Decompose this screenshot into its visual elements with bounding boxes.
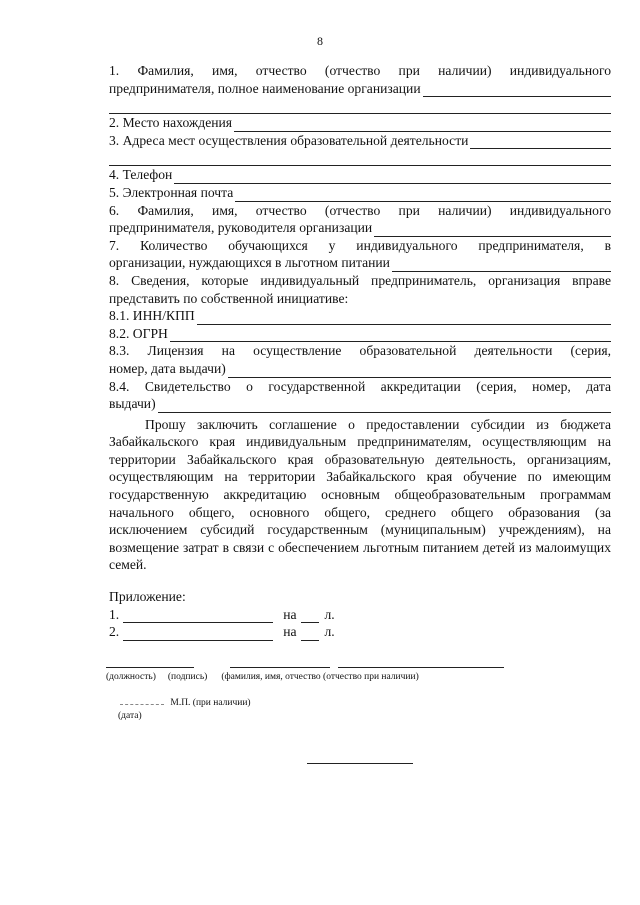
request-paragraph: Прошу заключить соглашение о предоставлении субсидии из бюджета Забайкальского края индивидуальным предпринимателям, осуществляющим на территории Забайкальского края образовательную деятельность, организациям, осуществляющим на территории Забайкальского края обучение по имеющим государственную аккредитацию основным общеобразовательным программам начального общего, основного общего, среднего общего образования (за исключением субсидий государственным (муниципальным) учреждениям), на возмещение затрат в связи с обеспечением льготным питанием детей из малоимущих семей.	[109, 416, 611, 573]
field-8-4-line1: 8.4. Свидетельство о государственной аккредитации (серия, номер, дата	[109, 378, 611, 394]
field-8-1-label: 8.1. ИНН/КПП	[109, 308, 195, 324]
field-8-3-line2	[109, 360, 611, 378]
field-2-label: 2. Место нахождения	[109, 115, 233, 131]
appendix-sheets-input[interactable]	[301, 627, 319, 641]
field-2	[109, 114, 611, 132]
license-input[interactable]	[228, 363, 611, 378]
field-4-label: 4. Телефон	[109, 167, 173, 183]
field-4	[109, 166, 611, 184]
field-6-line1: 6. Фамилия, имя, отчество (отчество при наличии) индивидуального	[109, 202, 611, 218]
field-8-3-label: номер, дата выдачи)	[109, 360, 226, 376]
date-label: (дата)	[118, 711, 142, 721]
email-input[interactable]	[235, 187, 611, 202]
org-name-input[interactable]	[423, 82, 611, 97]
appendix-doc-input[interactable]	[123, 627, 273, 641]
ogrn-input[interactable]	[170, 327, 611, 342]
field-8-2	[109, 325, 611, 343]
field-7-line2	[109, 254, 611, 272]
field-1-line1: 1. Фамилия, имя, отчество (отчество при наличии) индивидуального	[109, 63, 611, 78]
signature-input[interactable]	[230, 655, 330, 668]
field-8-line2: представить по собственной инициативе:	[109, 290, 349, 306]
field-7-line1: 7. Количество обучающихся у индивидуального предпринимателя, в	[109, 237, 611, 253]
org-name-input-extra[interactable]	[109, 97, 611, 114]
page-number: 8	[317, 34, 323, 48]
accreditation-input[interactable]	[158, 398, 611, 413]
field-3-label: 3. Адреса мест осуществления образовательной деятельности	[109, 132, 469, 148]
signature-block	[106, 655, 504, 682]
signature-label: (подпись)	[167, 672, 208, 682]
field-8-3-line1: 8.3. Лицензия на осуществление образовательной деятельности (серия,	[109, 343, 611, 359]
field-6-label: предпринимателя, руководителя организации	[109, 220, 373, 236]
field-8-4-line2	[109, 395, 611, 413]
appendix-on-label: на	[283, 606, 297, 622]
appendix-sheets-label: л.	[324, 624, 335, 640]
appendix-item-2	[109, 623, 611, 641]
date-input[interactable]	[120, 696, 164, 705]
field-7-label: организации, нуждающихся в льготном питании	[109, 255, 390, 271]
appendix-item-1	[109, 606, 611, 624]
full-name-label: (фамилия, имя, отчество (отчество при наличии)	[221, 672, 419, 682]
appendix-title: Приложение:	[109, 589, 186, 605]
field-1-label: предпринимателя, полное наименование организации	[109, 80, 421, 96]
appendix-on-label: на	[283, 624, 297, 640]
application-form	[109, 62, 611, 641]
field-1-line2	[109, 80, 611, 98]
field-3	[109, 132, 611, 150]
field-8-4-label: выдачи)	[109, 396, 156, 412]
students-count-input[interactable]	[392, 257, 611, 272]
position-input[interactable]	[106, 655, 194, 668]
appendix-doc-input[interactable]	[123, 609, 273, 623]
field-5-label: 5. Электронная почта	[109, 184, 234, 200]
field-8-2-label: 8.2. ОГРН	[109, 325, 168, 341]
addresses-input[interactable]	[470, 134, 611, 149]
full-name-input[interactable]	[338, 655, 504, 668]
appendix-sheets-label: л.	[324, 606, 335, 622]
phone-input[interactable]	[174, 169, 611, 184]
appendix-section	[109, 588, 611, 641]
appendix-item-number: 2.	[109, 624, 120, 640]
head-name-input[interactable]	[374, 222, 611, 237]
position-label: (должность)	[106, 672, 156, 682]
addresses-input-extra[interactable]	[109, 149, 611, 166]
field-8-1	[109, 307, 611, 325]
field-5	[109, 184, 611, 202]
location-input[interactable]	[234, 117, 611, 132]
appendix-item-number: 1.	[109, 606, 120, 622]
field-6-line2	[109, 219, 611, 237]
inn-kpp-input[interactable]	[197, 310, 611, 325]
stamp-row	[120, 696, 251, 708]
field-8-line1: 8. Сведения, которые индивидуальный предприниматель, организация вправе	[109, 272, 611, 288]
bottom-divider	[307, 763, 413, 764]
appendix-sheets-input[interactable]	[301, 609, 319, 623]
stamp-label: М.П. (при наличии)	[170, 698, 251, 708]
